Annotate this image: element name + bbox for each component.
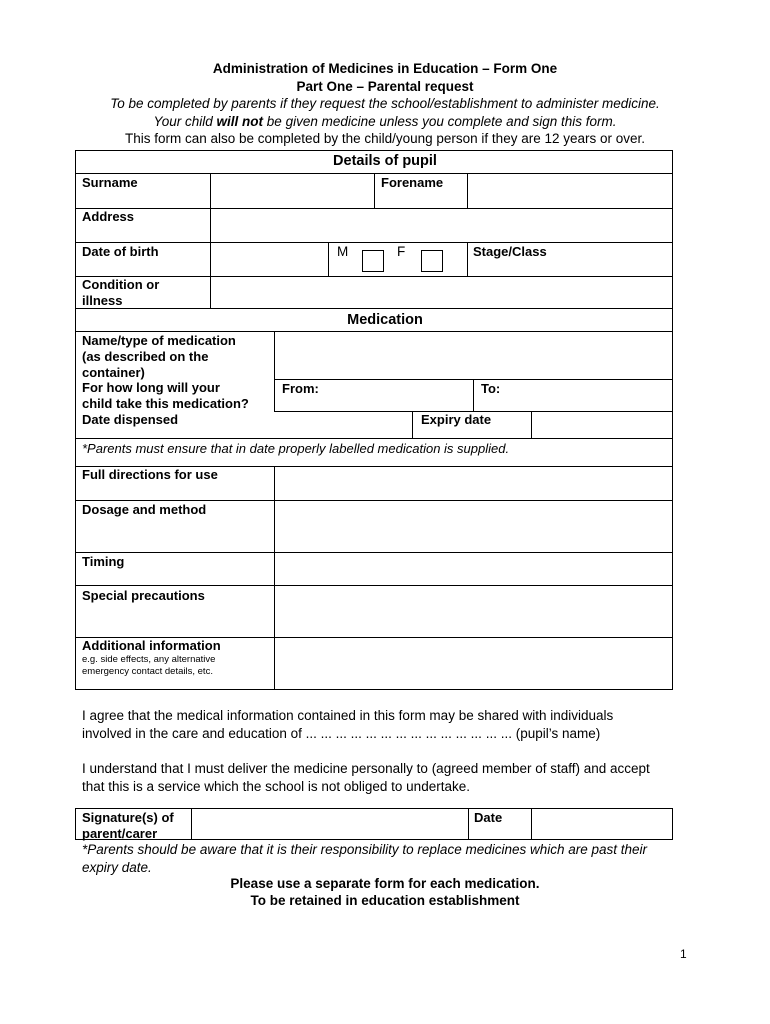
medication-name-field[interactable] bbox=[275, 332, 672, 379]
delivery-paragraph: I understand that I must deliver the medicine personally to (agreed member of staff) and accept that this is a service which the school is not obliged to undertake. bbox=[82, 761, 650, 794]
additional-info-field[interactable] bbox=[275, 638, 672, 689]
consent-paragraph: I agree that the medical information contained in this form may be shared with individuals involved in the care and education of ... ... ... ... ... ... ... ... ... ... ... ... ... ... (pupil’s name) bbox=[82, 708, 614, 741]
signature-field[interactable] bbox=[192, 809, 467, 839]
dosage-field[interactable] bbox=[275, 501, 672, 552]
signature-date-label: Date bbox=[474, 810, 503, 825]
date-dispensed-field[interactable] bbox=[275, 412, 412, 438]
surname-label: Surname bbox=[82, 175, 138, 190]
surname-field[interactable] bbox=[211, 174, 374, 208]
condition-label: Condition or illness bbox=[82, 277, 160, 308]
separate-form-note: Please use a separate form for each medication. bbox=[230, 876, 540, 891]
medication-name-label: Name/type of medication (as described on the container) bbox=[82, 333, 236, 380]
dosage-label: Dosage and method bbox=[82, 502, 207, 517]
precautions-label: Special precautions bbox=[82, 588, 205, 603]
condition-field[interactable] bbox=[211, 277, 672, 308]
expiry-date-field[interactable] bbox=[532, 412, 672, 438]
expiry-note: *Parents should be aware that it is their responsibility to replace medicines which are past their expiry date. bbox=[82, 842, 648, 875]
stage-class-label: Stage/Class bbox=[473, 244, 547, 259]
expiry-date-label: Expiry date bbox=[421, 412, 492, 427]
forename-label: Forename bbox=[381, 175, 444, 190]
additional-info-label: Additional information bbox=[82, 638, 221, 653]
precautions-field[interactable] bbox=[275, 586, 672, 637]
from-date-field[interactable] bbox=[322, 380, 472, 411]
instruction-line-2: Your child will not be given medicine unless you complete and sign this form. bbox=[153, 114, 617, 129]
duration-label: For how long will your child take this medication? bbox=[82, 380, 249, 411]
medication-section-heading: Medication bbox=[347, 312, 423, 328]
directions-label: Full directions for use bbox=[82, 467, 218, 482]
male-label: M bbox=[337, 244, 349, 259]
form-subtitle: Part One – Parental request bbox=[296, 79, 474, 94]
female-label: F bbox=[397, 244, 406, 259]
address-field[interactable] bbox=[211, 209, 672, 242]
signature-label: Signature(s) of parent/carer bbox=[82, 810, 174, 841]
page-number: 1 bbox=[680, 947, 687, 961]
dob-field[interactable] bbox=[211, 243, 328, 276]
directions-field[interactable] bbox=[275, 467, 672, 500]
address-label: Address bbox=[82, 209, 135, 224]
form-title: Administration of Medicines in Education – Form One bbox=[212, 61, 558, 76]
timing-label: Timing bbox=[82, 554, 125, 569]
forename-field[interactable] bbox=[468, 174, 672, 208]
from-label: From: bbox=[282, 381, 319, 396]
to-label: To: bbox=[481, 381, 501, 396]
retention-note: To be retained in education establishment bbox=[250, 893, 520, 908]
instruction-line-1: To be completed by parents if they request the school/establishment to administer medicine. bbox=[110, 96, 660, 111]
pupil-section-heading: Details of pupil bbox=[333, 153, 437, 169]
instruction-line-3: This form can also be completed by the child/young person if they are 12 years or over. bbox=[124, 131, 646, 146]
medication-supply-note: *Parents must ensure that in date properly labelled medication is supplied. bbox=[82, 441, 510, 456]
additional-info-hint: e.g. side effects, any alternative emergency contact details, etc. bbox=[82, 654, 216, 677]
female-checkbox[interactable] bbox=[421, 250, 443, 272]
date-dispensed-label: Date dispensed bbox=[82, 412, 179, 427]
dob-label: Date of birth bbox=[82, 244, 159, 259]
timing-field[interactable] bbox=[275, 553, 672, 585]
to-date-field[interactable] bbox=[505, 380, 672, 411]
signature-date-field[interactable] bbox=[532, 809, 672, 839]
male-checkbox[interactable] bbox=[362, 250, 384, 272]
